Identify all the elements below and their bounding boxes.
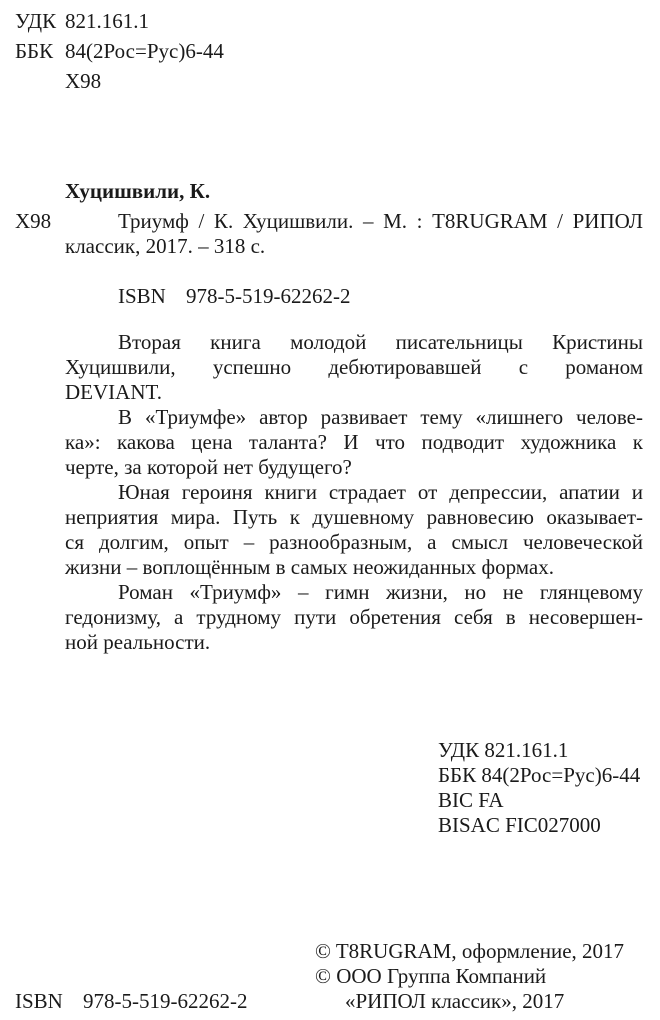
copyright-line-1: © T8RUGRAM, оформление, 2017 [315, 939, 625, 963]
bottom-bic: BIC FA [438, 788, 504, 812]
annotation-line: Юная героиня книги страдает от депрессии, апатии и [118, 480, 643, 504]
bibliographic-line-1: Триумф / К. Хуцишвили. – М. : T8RUGRAM / РИПОЛ [118, 209, 643, 233]
annotation-line: черте, за которой нет будущего? [65, 455, 352, 479]
bbk-label: ББК [15, 39, 54, 63]
author-heading: Хуцишвили, К. [65, 179, 211, 203]
isbn-bottom-label: ISBN [15, 989, 63, 1013]
bottom-bisac: BISAC FIC027000 [438, 813, 601, 837]
annotation-text [65, 330, 643, 655]
annotation-line: ка»: какова цена таланта? И что подводит художника к [65, 430, 643, 454]
annotation-line: В «Триумфе» автор развивает тему «лишнего челове- [118, 405, 643, 429]
top-udk-line [15, 8, 149, 34]
annotation-line: ной реальности. [65, 630, 211, 654]
isbn-bottom-line [15, 988, 247, 1014]
isbn-line [118, 283, 350, 309]
udk-value: 821.161.1 [65, 9, 149, 33]
udk-label: УДК [15, 9, 57, 33]
annotation-line: гедонизму, а трудному пути обретения себя в несовершен- [65, 605, 643, 629]
bbk-value: 84(2Рос=Рус)6-44 [65, 39, 224, 63]
top-bbk-line [15, 38, 224, 64]
annotation-line: жизни – воплощённым в самых неожиданных формах. [65, 555, 554, 579]
bottom-udk: УДК 821.161.1 [438, 738, 569, 762]
copyright-line-3: «РИПОЛ классик», 2017 [345, 989, 565, 1013]
copyright-line-2: © ООО Группа Компаний [315, 964, 547, 988]
annotation-line: Вторая книга молодой писательницы Кристины [118, 330, 643, 354]
bottom-classification [438, 738, 640, 838]
isbn-value: 978-5-519-62262-2 [186, 284, 351, 308]
isbn-label: ISBN [118, 284, 166, 308]
bottom-bbk: ББК 84(2Рос=Рус)6-44 [438, 763, 641, 787]
annotation-line: DEVIANT. [65, 380, 163, 404]
annotation-line: Роман «Триумф» – гимн жизни, но не глянцевому [118, 580, 643, 604]
annotation-line: ся долгим, опыт – разнообразным, а смысл человеческой [65, 530, 643, 554]
isbn-bottom-value: 978-5-519-62262-2 [83, 989, 248, 1013]
side-author-code: Х98 [15, 209, 52, 233]
annotation-line: неприятия мира. Путь к душевному равновесию оказывает- [65, 505, 643, 529]
top-author-code: Х98 [65, 69, 102, 93]
bibliographic-line-2: классик, 2017. – 318 с. [65, 234, 266, 258]
annotation-line: Хуцишвили, успешно дебютировавшей с романом [65, 355, 643, 379]
